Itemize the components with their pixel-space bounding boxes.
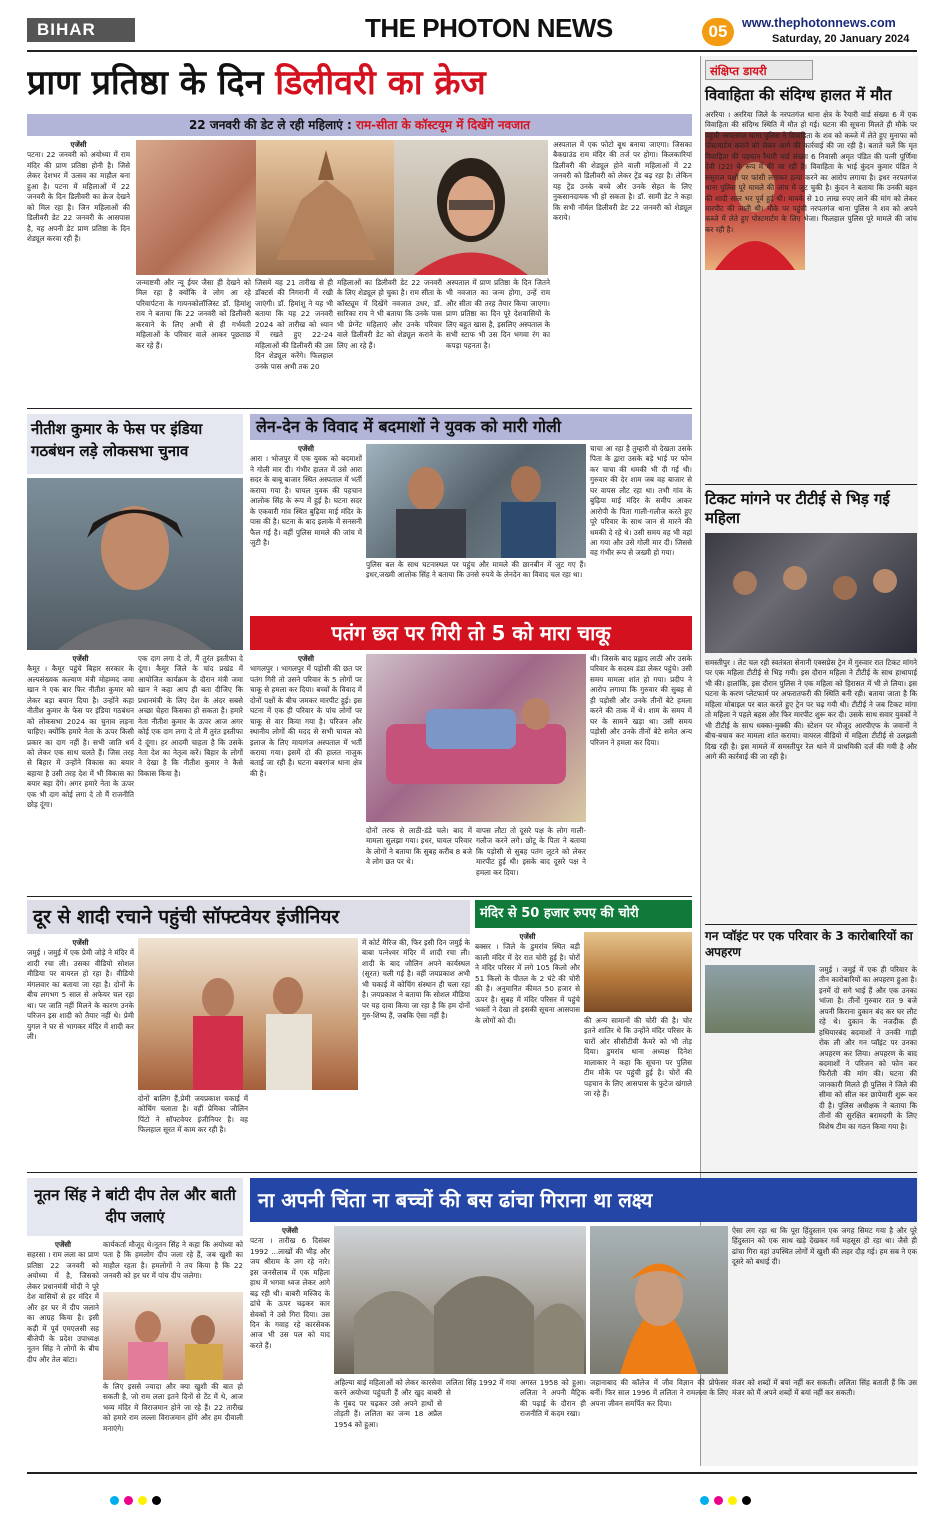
lead-strap	[27, 114, 692, 136]
wedding-col3	[252, 1094, 358, 1166]
doctor-portrait	[394, 140, 548, 275]
brief1-rule	[705, 484, 917, 485]
hospital-patient-image	[366, 654, 586, 822]
registration-marks-right	[700, 1490, 810, 1502]
lead-photo-doctor	[394, 140, 548, 275]
sadhvi-col1	[250, 1226, 330, 1466]
theft-text1: बक्सर । जिले के डुमरांव स्थित बड़ी काली मंदिर में देर रात चोरी हुई है। चोरों ने मंदिर परिसर में लगे 105 किलो और 51 किलो के पीतल के 2 घंटे की चोरी की है। अनुमानित कीमत 50 हजार से ऊपर है। सुबह में मंदिर परिसर में पहुंचे भक्तों ने देखा तो इसकी सूचना आसपास के लोगों को दी।	[475, 942, 580, 1025]
lamp-col2	[103, 1240, 243, 1290]
theft-col2	[584, 1016, 692, 1166]
lamp-col3	[103, 1382, 243, 1465]
temple-wedding-image	[138, 938, 358, 1090]
lead-col2-text: जन्माष्टमी और न्यू ईयर जैसा ही देखने को मिल रहा है क्योंकि वे लोग आ रहे परिवार्पटना के गायनकोलॉजिस्ट डॉ. हिमांशु राय ने बताया कि 22 जनवरी को डिलीवरी करवाने के लिए अभी से ही गर्भवती महिलाओं के परिवार वाले आकर पूछताछ कर रहे हैं।	[136, 278, 251, 350]
minister-portrait	[27, 478, 243, 650]
section-label: BIHAR	[37, 20, 96, 39]
brief-header	[705, 60, 813, 80]
sadhvi-headline-box	[250, 1178, 917, 1222]
kite-col1	[250, 654, 362, 892]
kite-col3	[590, 654, 692, 892]
shooting-text2: चाचा आ रहा है तुम्हारी वो देखता उसके पिता के द्वारा उसके बड़े भाई पर फोन कर चाचा की धमकी भी दी गई थी। गुरुवार की देर शाम जब वह बाजार से घर वापस लौट रहा था। तभी गांव के बुढ़िया माई मंदिर के समीप आकर आरोपी के पिता गाली-गलौज करते हुए पूरे परिवार के साथ जान से मारने की धमकी दे रहे थे। उसी समय वह भी वहां आ गया और उसे गोली मार दी। जिससे वह गंभीर रूप से जख्मी हो गया।	[590, 444, 692, 558]
sadhvi-col2	[334, 1378, 442, 1466]
sadhvi-photo-babri	[334, 1226, 586, 1374]
wedding-col3-inner	[252, 1094, 358, 1166]
issue-date: Saturday, 20 January 2024	[772, 33, 910, 45]
wedding-col4	[362, 938, 470, 1166]
nitish-photo	[27, 478, 243, 650]
cmyk-dot	[728, 1496, 737, 1505]
kite-photo	[366, 654, 586, 822]
lead-bottom-rule	[27, 408, 692, 409]
ram-mandir-illustration	[256, 140, 394, 275]
kite-text1: भागलपुर । भागलपुर में पड़ोसी की छत पर पतंग गिरी तो उसने परिवार के 5 लोगों पर चाकू से हमला कर दिया। बच्चों के विवाद में दोनों पक्षों के बीच जमकर मारपीट हुई। इस घटना में एक ही परिवार के पांच लोगों पर चाकू से वार किया गया है। परिजन और स्थानीय लोगों की मदद से सभी घायल को इलाज के लिए मायागंज अस्पताल में भर्ती कराया गया। इसमें दो की हालत नाजुक बताई जा रही है। घटना बबरगंज थाना क्षेत्र की है।	[250, 664, 362, 778]
lamp-col1	[27, 1240, 99, 1465]
section-tag	[27, 18, 135, 42]
sadhvi-caption3-text: जहानाबाद की कॉलेज में जीव विज्ञान की प्रोफेसर बनीं। फिर साल 1996 में ललिता ने रामलला के लिए अपना जीवन समर्पित कर दिया।	[590, 1378, 728, 1408]
brief3-text	[705, 965, 917, 1155]
babri-structure-image	[334, 1226, 586, 1374]
brief1-lede: अररिया । अररिया जिले के नरपतगंज थाना क्षेत्र के रैयारी वार्ड संख्या 6 में एक विवाहिता की संदिग्ध स्थिति में मौत हो गई। घटना की सूचना मिलते ही मौके पर पहुंची नरपतगंज थाना पुलिस ने विवाहिता के शव को कब्जे में लेते हुए मुनाफा को पोस्टमार्टम कराने को लेकर आगे की कार्रवाई की जा रही है। बताते चलें कि मृत विवाहिता की पहचान रैयारी वार्ड संख्या 6 निवासी अमृत पंडित की पत्नी पूर्णिमा देवी (22) के रूप में की जा रही है। विवाहिता के भाई कुंदन कुमार पंडित ने ससुराल पक्षों पर फांसी लगाकर हत्या करने का आरोप लगाया है। इधर नरपतगंज थाना पुलिस पूरे मामले की जांच में जुट चुकी है। कुंदन ने बताया कि उनकी बहन की शादी साल भर पूर्व हुई थी। मायके से 10 लाख रुपए लाने की मांग को लेकर मारपीट की जाती थी। मौके पर पहुंची नरपतगंज थाना पुलिस ने शव को अपने कब्जे में लेते हुए पोस्टमार्टम के लिए भेजा। फिलहाल पुलिस पूरे मामले की जांच कर रही है।	[705, 110, 917, 234]
lead-col6-text: अस्पताल में एक फोटो बूथ बनाया जाएगा। जिसका बैकग्राउंड राम मंदिर की तर्ज पर होगा। किलकारियां डिलीवरी की शेड्यूल होने वाली महिलाओं में 22 जनवरी को डिलीवरी को लेकर ट्रेंड बढ़ रहा है। लेकिन यह ट्रेंड उनके बच्चे और उनके सेहत के लिए नुकसानदायक भी हो सकता है। डॉ. सामी डेट ने कहा कि सभी नॉर्मल डिलीवरी डेट 22 जनवरी को शेड्यूल कराये।	[553, 140, 692, 223]
wedding-headline-box	[27, 900, 470, 934]
lead-headline-red: डिलीवरी का क्रेज	[275, 63, 486, 103]
lead-lede: पटना। 22 जनवरी को अयोध्या में राम मंदिर की प्राण प्रतिष्ठा होनी है। जिसे लेकर देशभर में उत्सव का माहौल बना हुआ है। पटना में महिलाओं में 22 जनवरी के दिन डिलीवरी का क्रेज देखने को मिल रहा है। जिन महिलाओं की डिलीवरी डेट 22 जनवरी के आसपास है, वह अपनी डेट प्राण प्रतिष्ठा के दिन शेड्यूल करवा रही हैं।	[27, 150, 130, 243]
lamp-photo	[103, 1292, 243, 1380]
sadhvi-portrait	[590, 1226, 728, 1374]
sadhvi-caption4-text: मंजर को शब्दों में बयां नहीं कर सकती। ललिता सिंह बताती हैं कि उस मंजर को मैं अपने शब्दों में बयां नहीं कर सकती।	[732, 1378, 917, 1398]
sadhvi-col-right	[732, 1226, 917, 1374]
wedding-headline: दूर से शादी रचाने पहुंची सॉफ्टवेयर इंजीनियर	[33, 906, 340, 928]
lamp-headline-box	[27, 1178, 243, 1236]
lead-column-5	[446, 278, 550, 378]
nitish-text1: कैमूर । कैमूर पहुंचे बिहार सरकार के अल्पसंख्यक कल्याण मंत्री मोहम्मद जमा खान ने एक बार फिर नीतीश कुमार को लेकर बड़ा बयान दिया है। उन्होंने कहा नीतीश कुमार के फेस पर इंडिया गठबंधन को लोकसभा 2024 का चुनाव लड़ना चाहिए। क्योंकि हमारे नेता के ऊपर किसी प्रकार का दाग नहीं है। सभी जाति धर्म को लेकर एक साथ चलते हैं। जिस तरह से बिहार में उन्होंने विकास का बयार बहाया है उसी तरह देश में भी विकास का बयार बहा देंगे। अगर हमारे नेता के ऊपर एक भी दाग कोई लगा दे तो मैं राजनीति छोड़ दूंगा।	[27, 664, 134, 810]
wedding-photo	[138, 938, 358, 1090]
theft-text2: की अन्य सामानों की चोरी की है। चोर इतने शातिर थे कि उन्होंने मंदिर परिसर के चारों ओर सीसीटीवी कैमरे को भी तोड़ दिया। डुमरांव थाना अध्यक्ष दिनेश मालाकार ने कहा कि सूचना पर पुलिस टीम मौके पर पहुंची हुई है। चोरों की पहचान के लिए आसपास के फुटेज खंगाले जा रहे हैं।	[584, 1016, 692, 1099]
nitish-headline-box	[27, 414, 243, 474]
lead-col5-text: अस्पताल में प्राण प्रतिष्ठा के दिन जितने भी नवजात का जन्म होगा, उन्हें राम और सीता की तरह तैयार किया जाएगा। प्राण प्रतिष्ठा का दिन पूरे देशवासियों के लिए बहुत खास है, इसलिए अस्पताल के सभी स्टाफ भी उस दिन भगवा रंग का कपड़ा पहनता है।	[446, 278, 550, 350]
nitish-col2	[138, 654, 243, 892]
cmyk-dot	[110, 1496, 119, 1505]
brief3-lede: जमुई । जमुई में एक ही परिवार के तीन कारोबारियों का अपहरण हुआ है। इनमें दो सगे भाई हैं और एक उनका भांजा है। तीनों गुरुवार रात 9 बजे अपनी किराना दुकान बंद कर घर लौट रहे थे। दुकान के नजदीक ही हथियारबंद बदमाशों ने उनकी गाड़ी रोक ली और गन प्वॉइंट पर उनका अपहरण कर लिया। अपहरण के बाद बदमाशों ने परिजन को फोन कर फिरौती की मांग की। घटना की जानकारी मिलते ही पुलिस ने जिले की सीमा को सील कर छापेमारी शुरू कर दी है। पुलिस अधीक्षक ने बताया कि तीनों की सुरक्षित बरामदगी के लिए विशेष टीम का गठन किया गया है।	[819, 965, 917, 1131]
mid-rule	[27, 896, 692, 897]
shooting-caption	[366, 560, 586, 612]
lead-strap-black: 22 जनवरी की डेट ले रही महिलाएं :	[188, 118, 356, 132]
shooting-headline-box	[250, 414, 692, 440]
wedding-dateline: एजेंसी	[72, 938, 89, 947]
shooting-photo	[366, 444, 586, 558]
cmyk-dot	[124, 1496, 133, 1505]
wedding-text1: जमुई । जमुई में एक प्रेमी जोड़े ने मंदिर में शादी रचा ली। उसका वीडियो सोशल मीडिया पर वायरल हो रहा है। वीडियो मंगलवार का बताया जा रहा है। दोनों के बीच लगभग 5 साल से अफेयर चल रहा था। पर जाति नहीं मिलने के कारण उनके परिजन इस शादी को तैयार नहीं थे। प्रेमी युगल ने घर से भागकर मंदिर में शादी कर ली।	[27, 948, 134, 1041]
nitish-col1	[27, 654, 134, 892]
kite-caption	[366, 826, 472, 892]
leader-distributing-lamps	[103, 1292, 243, 1380]
brief-header-label: संक्षिप्त डायरी	[710, 64, 767, 78]
theft-col1	[475, 932, 580, 1166]
sadhvi-text2: अहिल्या बाई महिलाओं को लेकर कारसेवा करने अयोध्या पहुंचती हैं और खुद बाबरी के गुंबद पर चढ़कर उसे अपने हाथों से तोड़ती हैं। ललिता का जन्म 18 अप्रैल 1954 को हुआ।	[334, 1378, 442, 1429]
page-number-badge	[702, 18, 734, 46]
cmyk-dot	[138, 1496, 147, 1505]
lead-col3-text: जिसमे यह 21 तारीख से ही डॉक्टर्स की निगरानी में रखी जाएंगी। डॉ. हिमांशु ने यह भी बताया कि यह 22 जनवरी 2024 को तारीख को ध्यान में रखते हुए 22-24 महिलाओं की डिलीवरी की उस दिन शेड्यूल करेंगे। फिलहाल उनके पास अभी तक 20	[255, 278, 333, 371]
wedding-text2: में कोर्ट मैरिज की, फिर इसी दिन जमुई के बाबा पत्नेश्वर मंदिर में शादी रचा ली। शादी के बाद जौलिन अपने कार्यस्थल (सूरत) चली गई है। वहीं जयप्रकाश अभी भी चकाई में कोचिंग संस्थान ही चला रहा है। जयप्रकाश ने बताया कि सोशल मीडिया पर यह दावा किया जा रहा है कि हम दोनों गुरु-शिष्य हैं, जबकि ऐसा नहीं है।	[362, 938, 470, 1021]
lead-column-4	[337, 278, 442, 378]
lower-rule	[27, 1172, 917, 1173]
lead-strap-red: राम-सीता के कॉस्टयूम में दिखेंगे नवजात	[355, 118, 531, 132]
cmyk-dot	[700, 1496, 709, 1505]
brief2-lede: समस्तीपुर । लेट चल रही स्वतंत्रता सेनानी एक्सप्रेस ट्रेन में गुरुवार रात टिकट मांगने पर एक महिला टीटीई से भिड़ गयी। इस दौरान महिला ने टीटीई के साथ हाथापाई भी की। हालांकि, इस दौरान पुलिस ने एक महिला को हिरासत में भी ले लिया। इस घटना के करण प्लेटफार्म पर अफरातफरी की स्थिति बनी रही। बताया जाता है कि महिला मोबाइल पर बात करते हुए ट्रेन पर चढ़ गयी थी। टीटीई ने जब टिकट मांगा तो महिला ने पहले बहस और फिर मारपीट शुरू कर दी। उसके साथ सवार युवकों ने भी टीटीई के साथ धक्का-मुक्की की। स्टेशन पर मौजूद आरपीएफ के जवानों ने बीच-बचाव कर मामला शांत कराया। वायरल वीडियो में महिला टीटीई से उलझती दिख रही है। इस मामले में समस्तीपुर रेल थाने में प्राथमिकी दर्ज की गयी है और आगे की कार्रवाई की जा रही है।	[705, 658, 917, 761]
shooting-col1	[250, 444, 362, 612]
lead-photo-temple	[256, 140, 394, 275]
sadhvi-caption1	[446, 1378, 516, 1466]
lead-dateline: एजेंसी	[70, 140, 87, 149]
injured-man-image	[366, 444, 586, 558]
shooting-text1: आरा । भोजपुर में एक युवक को बदमाशों ने गोली मार दी। गंभीर हालत में उसे आरा सदर के बाबू बाजार स्थित अस्पताल में भर्ती कराया गया है। घायल युवक की पहचान आलोक सिंह के रूप में हुई है। घटना सदर के एकवारी गांव स्थित बुढ़िया माई मंदिर के पास की है। घटना के बाद इलाके में सनसनी फैल गई है। वहीं पुलिस मामले की जांच में जुटी है।	[250, 454, 362, 547]
sadhvi-text3: ऐसा लग रहा था कि पूरा हिंदुस्तान एक जगह सिमट गया है और पूरे हिंदुस्तान को एक साथ खड़े देखकर गर्व महसूस हो रहा था। जैसे ही ढांचा गिरा वहां उपस्थित लोगों में खुशी की लहर दौड़ गई। हम सब ने एक दूसरे को बधाई दी।	[732, 1226, 917, 1267]
lead-column-2	[136, 278, 251, 378]
sadhvi-headline: ना अपनी चिंता ना बच्चों की बस ढांचा गिराना था लक्ष्य	[258, 1188, 653, 1212]
shooting-caption-text: पुलिस बल के साथ घटनास्थल पर पहुंच और मामले की छानबीन में जुट गए हैं। इधर,जख्मी आलोक सिंह ने बताया कि उनसे रुपये के लेनदेन का विवाद चल रहा था।	[366, 560, 586, 580]
theft-photo	[584, 932, 692, 1012]
lead-photo-babies	[136, 140, 256, 275]
brief2-headline: टिकट मांगने पर टीटीई से भिड़ गई महिला	[705, 490, 890, 527]
masthead-rule	[27, 50, 917, 52]
lamp-text3: के लिए इससे ज्यादा और क्या खुशी की बात हो सकती है, जो राम लला इतने दिनों से टेंट में थे, आज भव्य मंदिर में विराजमान होने जा रहे हैं। 22 तारीख को हमारे राम लल्ला विराजमान होंगे और हम दीवाली मनाएंगे।	[103, 1382, 243, 1433]
theft-headline-box	[475, 900, 692, 928]
brief1-headline: विवाहिता की संदिग्ध हालत में मौत	[705, 86, 892, 104]
shooting-headline: लेन-देन के विवाद में बदमाशों ने युवक को मारी गोली	[256, 417, 561, 436]
lead-headline	[27, 58, 692, 108]
sadhvi-caption4	[732, 1378, 917, 1466]
kite-dateline: एजेंसी	[297, 654, 315, 663]
sadhvi-caption3	[590, 1378, 728, 1466]
wedding-caption-text: दोनों बालिग हैं,प्रेमी जयप्रकाश चकाई में कोचिंग चलाता है। वहीं प्रेमिका जौलिन पिंटो ने सॉफ्टवेयर इंजीनियर है। वह फिलहाल सूरत में काम कर रही है।	[138, 1094, 248, 1135]
shooting-col3	[590, 444, 692, 612]
kite-col-mid	[476, 826, 586, 892]
theft-dateline: एजेंसी	[519, 932, 536, 941]
cmyk-dot	[152, 1496, 161, 1505]
sadhvi-caption1-text: ललिता सिंह 1992 में गया से	[446, 1378, 516, 1398]
kite-headline-box	[250, 616, 692, 650]
wedding-caption	[138, 1094, 248, 1166]
cmyk-dot	[742, 1496, 751, 1505]
brief3-headline: गन प्वॉइंट पर एक परिवार के 3 कारोबारियों का अपहरण	[705, 929, 913, 959]
brief2-text	[705, 658, 917, 920]
brief2-rule	[705, 924, 917, 925]
nitish-headline: नीतीश कुमार के फेस पर इंडिया गठबंधन लड़े लोकसभा चुनाव	[31, 420, 203, 460]
brief2-photo-crowd	[705, 533, 917, 653]
registration-marks-left	[110, 1490, 220, 1502]
page-number: 05	[708, 22, 728, 41]
lead-col4-text: महिलाओं का डिलीवरी डेट 22 जनवरी के लिए शेड्यूल हो चुका है। राम सीता के कॉस्ट्यूम में दिखेंगे नवजात उधर, डॉ. सारिका राय ने भी बताया कि उनके पास भी प्रेग्नेंट महिलाएं और उनके परिवार वाले डिलीवरी डेट को शेड्यूल कराने के लिए आ रहे हैं।	[337, 278, 442, 350]
brief1-text	[705, 110, 917, 490]
lead-column-3	[255, 278, 333, 378]
lamp-dateline: एजेंसी	[54, 1240, 72, 1249]
wedding-col1	[27, 938, 134, 1166]
kite-text2: वापस लौटा तो दूसरे पक्ष के लोग गाली-गलौज करने लगे। छोटू के पिता ने बताया कि पड़ोसी से सुबह पतंग लूटने को लेकर मारपीट हुई थी। इसके बाद दूसरे पक्ष ने हमला कर दिया।	[476, 826, 586, 877]
kite-headline: पतंग छत पर गिरी तो 5 को मारा चाकू	[331, 621, 611, 645]
cmyk-dot	[714, 1496, 723, 1505]
sadhvi-photo-portrait	[590, 1226, 728, 1374]
train-crowd-image	[705, 533, 917, 653]
kite-caption-text: दोनों तरफ से लाठी-डंडे चले। बाद में मामला सुलझा गया। इधर, घायल परिवार के लोगों ने बताया कि सुबह करीब 8 बजे वे लोग छत पर थे।	[366, 826, 472, 867]
lead-headline-black: प्राण प्रतिष्ठा के दिन	[27, 63, 276, 103]
shooting-dateline: एजेंसी	[297, 444, 315, 453]
masthead-logo	[365, 13, 613, 47]
lamp-text1: सहरसा । राम लला का प्राण प्रतिष्ठा 22 जनवरी को अयोध्या में है, जिसको लेकर प्रधानमंत्री मोदी ने पूरे देश वासियों से हर मंदिर में और हर घर में दीप जलाने का आग्रह किया है। इसी कड़ी में पूर्व एमएलसी सह बीजेपी के प्रदेश उपाध्यक्ष नूतन सिंह ने लोगों के बीच दीप और तेल बांटा।	[27, 1250, 99, 1364]
nitish-dateline: एजेंसी	[72, 654, 89, 663]
sadhvi-caption2	[520, 1378, 586, 1466]
sadhvi-text1: पटना । तारीख 6 दिसंबर 1992 ...लाखों की भीड़ और जय श्रीराम के लग रहे नारे। इस जनसैलाब में एक महिला हाथ में भगवा ध्वज लेकर आगे बढ़ रही थी। बाबरी मस्जिद के ढांचे के ऊपर चढ़कर कार सेवकों ने उसे गिरा दिया। उस दिन के गवाह रहे कारसेवक आज भी उस पल को याद करते हैं।	[250, 1236, 330, 1350]
lamp-headline: नूतन सिंह ने बांटी दीप तेल और बाती दीप जलाएं	[34, 1186, 236, 1226]
footer-rule	[27, 1472, 917, 1474]
kite-text3: थी। जिसके बाद प्रह्लाद लाठी और उसके परिवार के सदस्य डंडा लेकर पहुंचे। उसी समय मामला शांत हो गया। प्रदीप ने आरोप लगाया कि गुरुवार की सुबह से ही पड़ोसी और उनके तीनों बेटे हमला करने की ताक में थे। शाम के समय में घर के सामने खड़ा था। उसी समय पड़ोसी और उनके तीनों बेटे समेत अन्य परिजन ने हमला कर दिया।	[590, 654, 692, 747]
lamp-text2: कार्यकर्ता मौजूद थे।नूतन सिंह ने कहा कि अयोध्या को पता है कि हमलोग दीप जला रहे हैं, जब खुशी का माहौल रहता है। हमलोगों ने तय किया है कि 22 जनवरी को हर घर में पांच दीप जलेगा।	[103, 1240, 243, 1281]
nitish-text2: एक दाग लगा दे तो, मैं तुरंत इस्तीफा दे दूंगा। कैमूर जिले के चांद प्रखंड में आयोजित कार्यक्रम के दौरान मंत्री जमा खान ने कहा आप ही बता दीजिए कि प्रधानमंत्री के लिए देश के अंदर सबसे अच्छा चेहरा किसका हो सकता है। हमारे नेता नीतीश कुमार के ऊपर आज अगर कोई एक दाग लगा दे तो मैं तुरंत इस्तीफा दे दूंगा। हर आदमी चाहता है कि उसके नेता देश का नेतृत्व करें। बिहार के लोगों ने देखा है कि नीतीश कुमार ने कैसे विकास किया है।	[138, 654, 243, 778]
sadhvi-caption2-text: अगस्त 1958 को हुआ। ललिता ने अपनी मैट्रिक की पढ़ाई के दौरान ही राजनीति में कदम रखा।	[520, 1378, 586, 1419]
website[interactable]: www.thephotonnews.com	[742, 16, 896, 30]
theft-headline: मंदिर से 50 हजार रुपए की चोरी	[480, 906, 639, 921]
sadhvi-dateline: एजेंसी	[281, 1226, 299, 1235]
newspaper-title: THE PHOTON NEWS	[365, 13, 613, 43]
